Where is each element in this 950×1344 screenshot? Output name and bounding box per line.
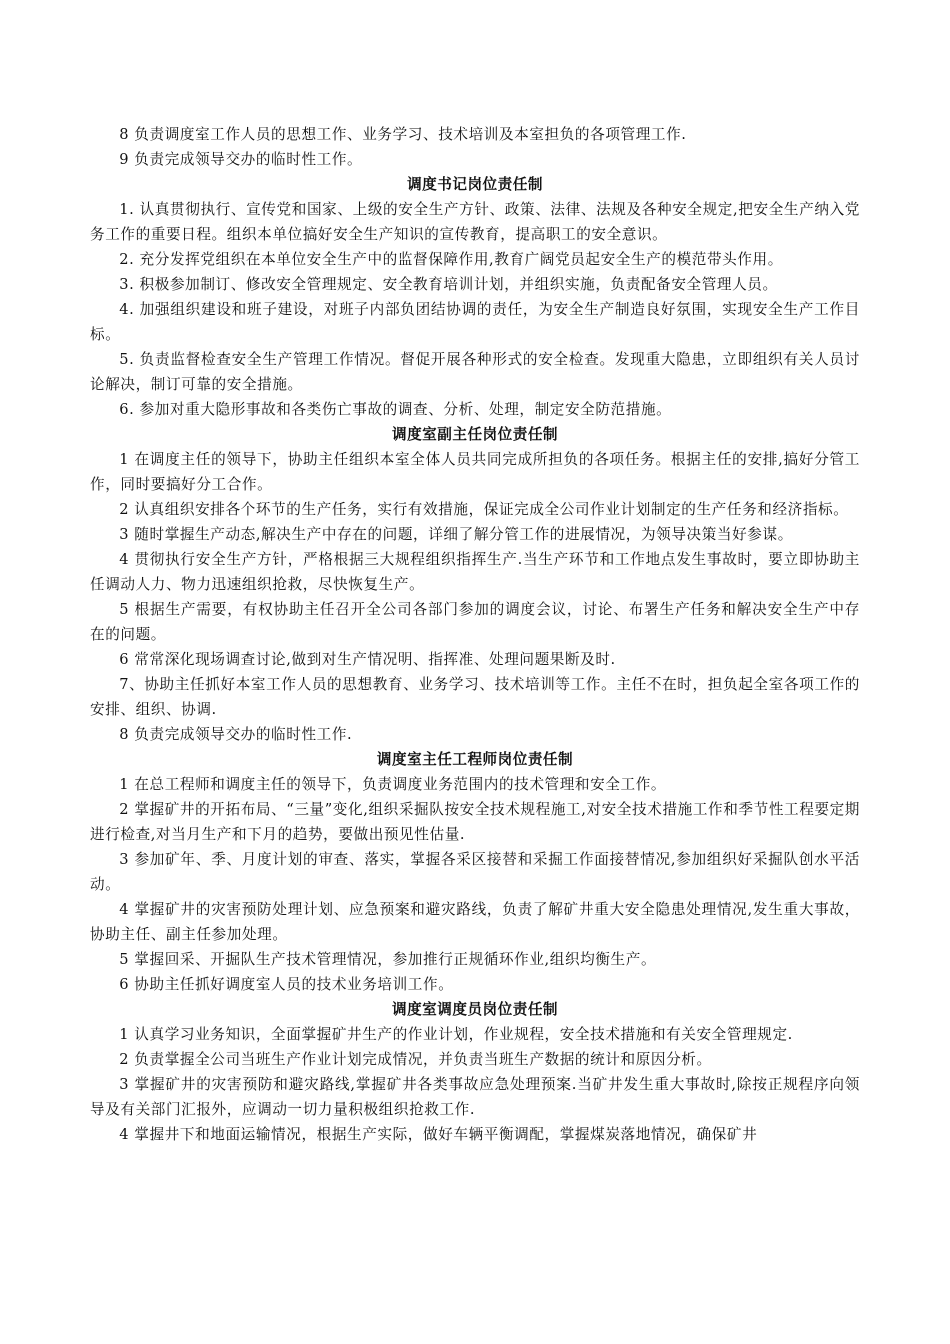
paragraph: 4 贯彻执行安全生产方针，严格根据三大规程组织指挥生产.当生产环节和工作地点发生事故时，要立即协助主任调动人力、物力迅速组织抢救，尽快恢复生产。 (90, 551, 860, 593)
paragraph: 1 在总工程师和调度主任的领导下，负责调度业务范围内的技术管理和安全工作。 (119, 776, 667, 793)
paragraph: 2 负责掌握全公司当班生产作业计划完成情况，并负责当班生产数据的统计和原因分析。 (119, 1051, 712, 1068)
paragraph: 3 参加矿年、季、月度计划的审查、落实，掌握各采区接替和采掘工作面接替情况,参加组织好采掘队创水平活动。 (90, 851, 860, 893)
paragraph: 3 掌握矿井的灾害预防和避灾路线,掌握矿井各类事故应急处理预案.当矿井发生重大事故时,除按正规程序向领导及有关部门汇报外，应调动一切力量积极组织抢救工作. (90, 1076, 860, 1118)
paragraph: 4 掌握井下和地面运输情况，根据生产实际，做好车辆平衡调配，掌握煤炭落地情况，确保矿井 (119, 1126, 758, 1143)
section-dispatcher-duties (90, 997, 860, 1147)
paragraph: 1. 认真贯彻执行、宣传党和国家、上级的安全生产方针、政策、法律、法规及各种安全规定,把安全生产纳入党务工作的重要日程。组织本单位搞好安全生产知识的宣传教育，提高职工的安全意识。 (90, 201, 860, 243)
paragraph: 3. 积极参加制订、修改安全管理规定、安全教育培训计划，并组织实施，负责配备安全管理人员。 (119, 276, 778, 293)
paragraph: 5 掌握回采、开掘队生产技术管理情况，参加推行正规循环作业,组织均衡生产。 (119, 951, 657, 968)
paragraph: 6 协助主任抓好调度室人员的技术业务培训工作。 (119, 976, 454, 993)
section-title: 调度室副主任岗位责任制 (391, 426, 559, 443)
paragraph: 3 随时掌握生产动态,解决生产中存在的问题，详细了解分管工作的进展情况，为领导决策当好参谋。 (119, 526, 793, 543)
paragraph: 5. 负责监督检查安全生产管理工作情况。督促开展各种形式的安全检查。发现重大隐患，立即组织有关人员讨论解决，制订可靠的安全措施。 (90, 351, 860, 393)
paragraph: 8 负责调度室工作人员的思想工作、业务学习、技术培训及本室担负的各项管理工作. (119, 126, 687, 143)
paragraph: 6 常常深化现场调查讨论,做到对生产情况明、指挥准、处理问题果断及时. (119, 651, 616, 668)
section-deputy-director-duties (90, 422, 860, 747)
section-title: 调度室调度员岗位责任制 (391, 1001, 559, 1018)
paragraph: 4. 加强组织建设和班子建设，对班子内部负团结协调的责任，为安全生产制造良好氛围，实现安全生产工作目标。 (90, 301, 860, 343)
paragraph: 7、协助主任抓好本室工作人员的思想教育、业务学习、技术培训等工作。主任不在时，担负起全室各项工作的安排、组织、协调. (90, 676, 860, 718)
paragraph: 5 根据生产需要，有权协助主任召开全公司各部门参加的调度会议，讨论、布署生产任务和解决安全生产中存在的问题。 (90, 601, 860, 643)
document-page (90, 122, 860, 1147)
paragraph: 4 掌握矿井的灾害预防处理计划、应急预案和避灾路线，负责了解矿井重大安全隐患处理情况,发生重大事故，协助主任、副主任参加处理。 (90, 901, 860, 943)
section-chief-engineer-duties (90, 747, 860, 997)
paragraph: 6. 参加对重大隐形事故和各类伤亡事故的调查、分析、处理，制定安全防范措施。 (119, 401, 672, 418)
paragraph: 2. 充分发挥党组织在本单位安全生产中的监督保障作用,教育广阔党员起安全生产的模范带头作用。 (119, 251, 783, 268)
paragraph: 1 在调度主任的领导下，协助主任组织本室全体人员共同完成所担负的各项任务。根据主任的安排,搞好分管工作，同时要搞好分工合作。 (90, 451, 860, 493)
intro-block (90, 122, 860, 172)
paragraph: 8 负责完成领导交办的临时性工作. (119, 726, 353, 743)
paragraph: 2 掌握矿井的开拓布局、“三量”变化,组织采掘队按安全技术规程施工,对安全技术措施工作和季节性工程要定期进行检查,对当月生产和下月的趋势，要做出预见性估量. (90, 801, 860, 843)
paragraph: 2 认真组织安排各个环节的生产任务，实行有效措施，保证完成全公司作业计划制定的生产任务和经济指标。 (119, 501, 849, 518)
section-title: 调度书记岗位责任制 (407, 176, 543, 193)
section-secretary-duties (90, 172, 860, 422)
paragraph: 1 认真学习业务知识，全面掌握矿井生产的作业计划，作业规程，安全技术措施和有关安全管理规定. (119, 1026, 793, 1043)
paragraph: 9 负责完成领导交办的临时性工作。 (119, 151, 363, 168)
section-title: 调度室主任工程师岗位责任制 (376, 751, 574, 768)
